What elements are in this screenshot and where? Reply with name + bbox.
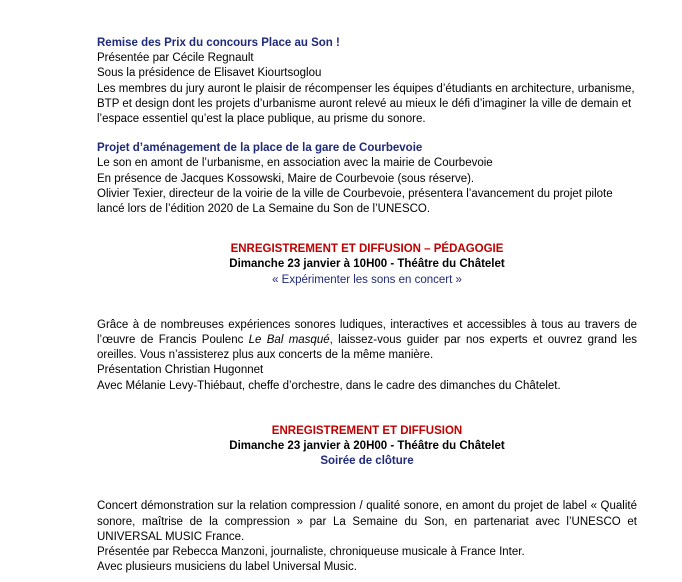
text-line: Présentée par Cécile Regnault [97, 52, 254, 65]
event-closing [97, 424, 637, 576]
event-category: ENREGISTREMENT ET DIFFUSION [271, 424, 463, 437]
text-line: Le son en amont de l’urbanisme, en association avec la mairie de Courbevoie [97, 157, 493, 170]
description-text: , laissez-vous guider par nos experts et ouvrez grand les oreilles. Vous n’assisterez plus aux concerts de la même manière. [97, 334, 637, 362]
text-line: Les membres du jury auront le plaisir de récompenser les équipes d’étudiants en architecture, urbanisme, [97, 82, 635, 95]
text-line: Olivier Texier, directeur de la voirie de la ville de Courbevoie, présentera l’avancement du projet pilote [97, 187, 613, 200]
description-text: Grâce à de nombreuses expériences sonores ludiques, interactives et accessibles à tous au travers de l’œuvre de Francis Poulenc [97, 318, 637, 347]
text-line: BTP et design dont les projets d’urbanisme auront relevé au mieux le défi d’imaginer la ville de demain et [97, 97, 632, 110]
document-page [97, 36, 637, 575]
text-line: lancé lors de l’édition 2020 de La Semaine du Son de l’UNESCO. [97, 203, 431, 216]
text-line: Présentation Christian Hugonnet [97, 364, 264, 377]
text-line: Présentée par Rebecca Manzoni, journaliste, chroniqueuse musicale à France Inter. [97, 546, 525, 559]
section-title: Projet d’aménagement de la place de la gare de Courbevoie [97, 142, 423, 155]
text-line: Sous la présidence de Elisavet Kiourtsoglou [97, 67, 322, 80]
text-line: Avec Mélanie Levy-Thiébaut, cheffe d’orchestre, dans le cadre des dimanches du Châtelet. [97, 379, 561, 392]
event-datetime: Dimanche 23 janvier à 20H00 - Théâtre du Châtelet [229, 440, 505, 453]
event-datetime: Dimanche 23 janvier à 10H00 - Théâtre du Châtelet [229, 258, 505, 271]
event-subtitle: « Expérimenter les sons en concert » [272, 273, 462, 286]
event-category: ENREGISTREMENT ET DIFFUSION – PÉDAGOGIE [230, 243, 504, 256]
text-line: En présence de Jacques Kossowski, Maire de Courbevoie (sous réserve). [97, 172, 475, 185]
event-pedagogy [97, 242, 637, 394]
section-courbevoie-project [97, 141, 637, 217]
text-line: l’espace essentiel qu’est la place publique, au prisme du sonore. [97, 113, 426, 126]
event-description [97, 318, 637, 364]
section-prize-ceremony [97, 36, 637, 127]
section-title: Remise des Prix du concours Place au Son ! [97, 37, 340, 49]
work-title: Le Bal masqué [248, 334, 330, 347]
event-subtitle: Soirée de clôture [320, 455, 414, 468]
text-line: Avec plusieurs musiciens du label Universal Music. [97, 561, 357, 574]
event-description: Concert démonstration sur la relation compression / qualité sonore, en amont du projet de label « Qualité sonore, maîtrise de la compression » par La Semaine du Son, en partenariat avec l’UNESCO et UNIVERSAL MUSIC France. [97, 500, 637, 543]
